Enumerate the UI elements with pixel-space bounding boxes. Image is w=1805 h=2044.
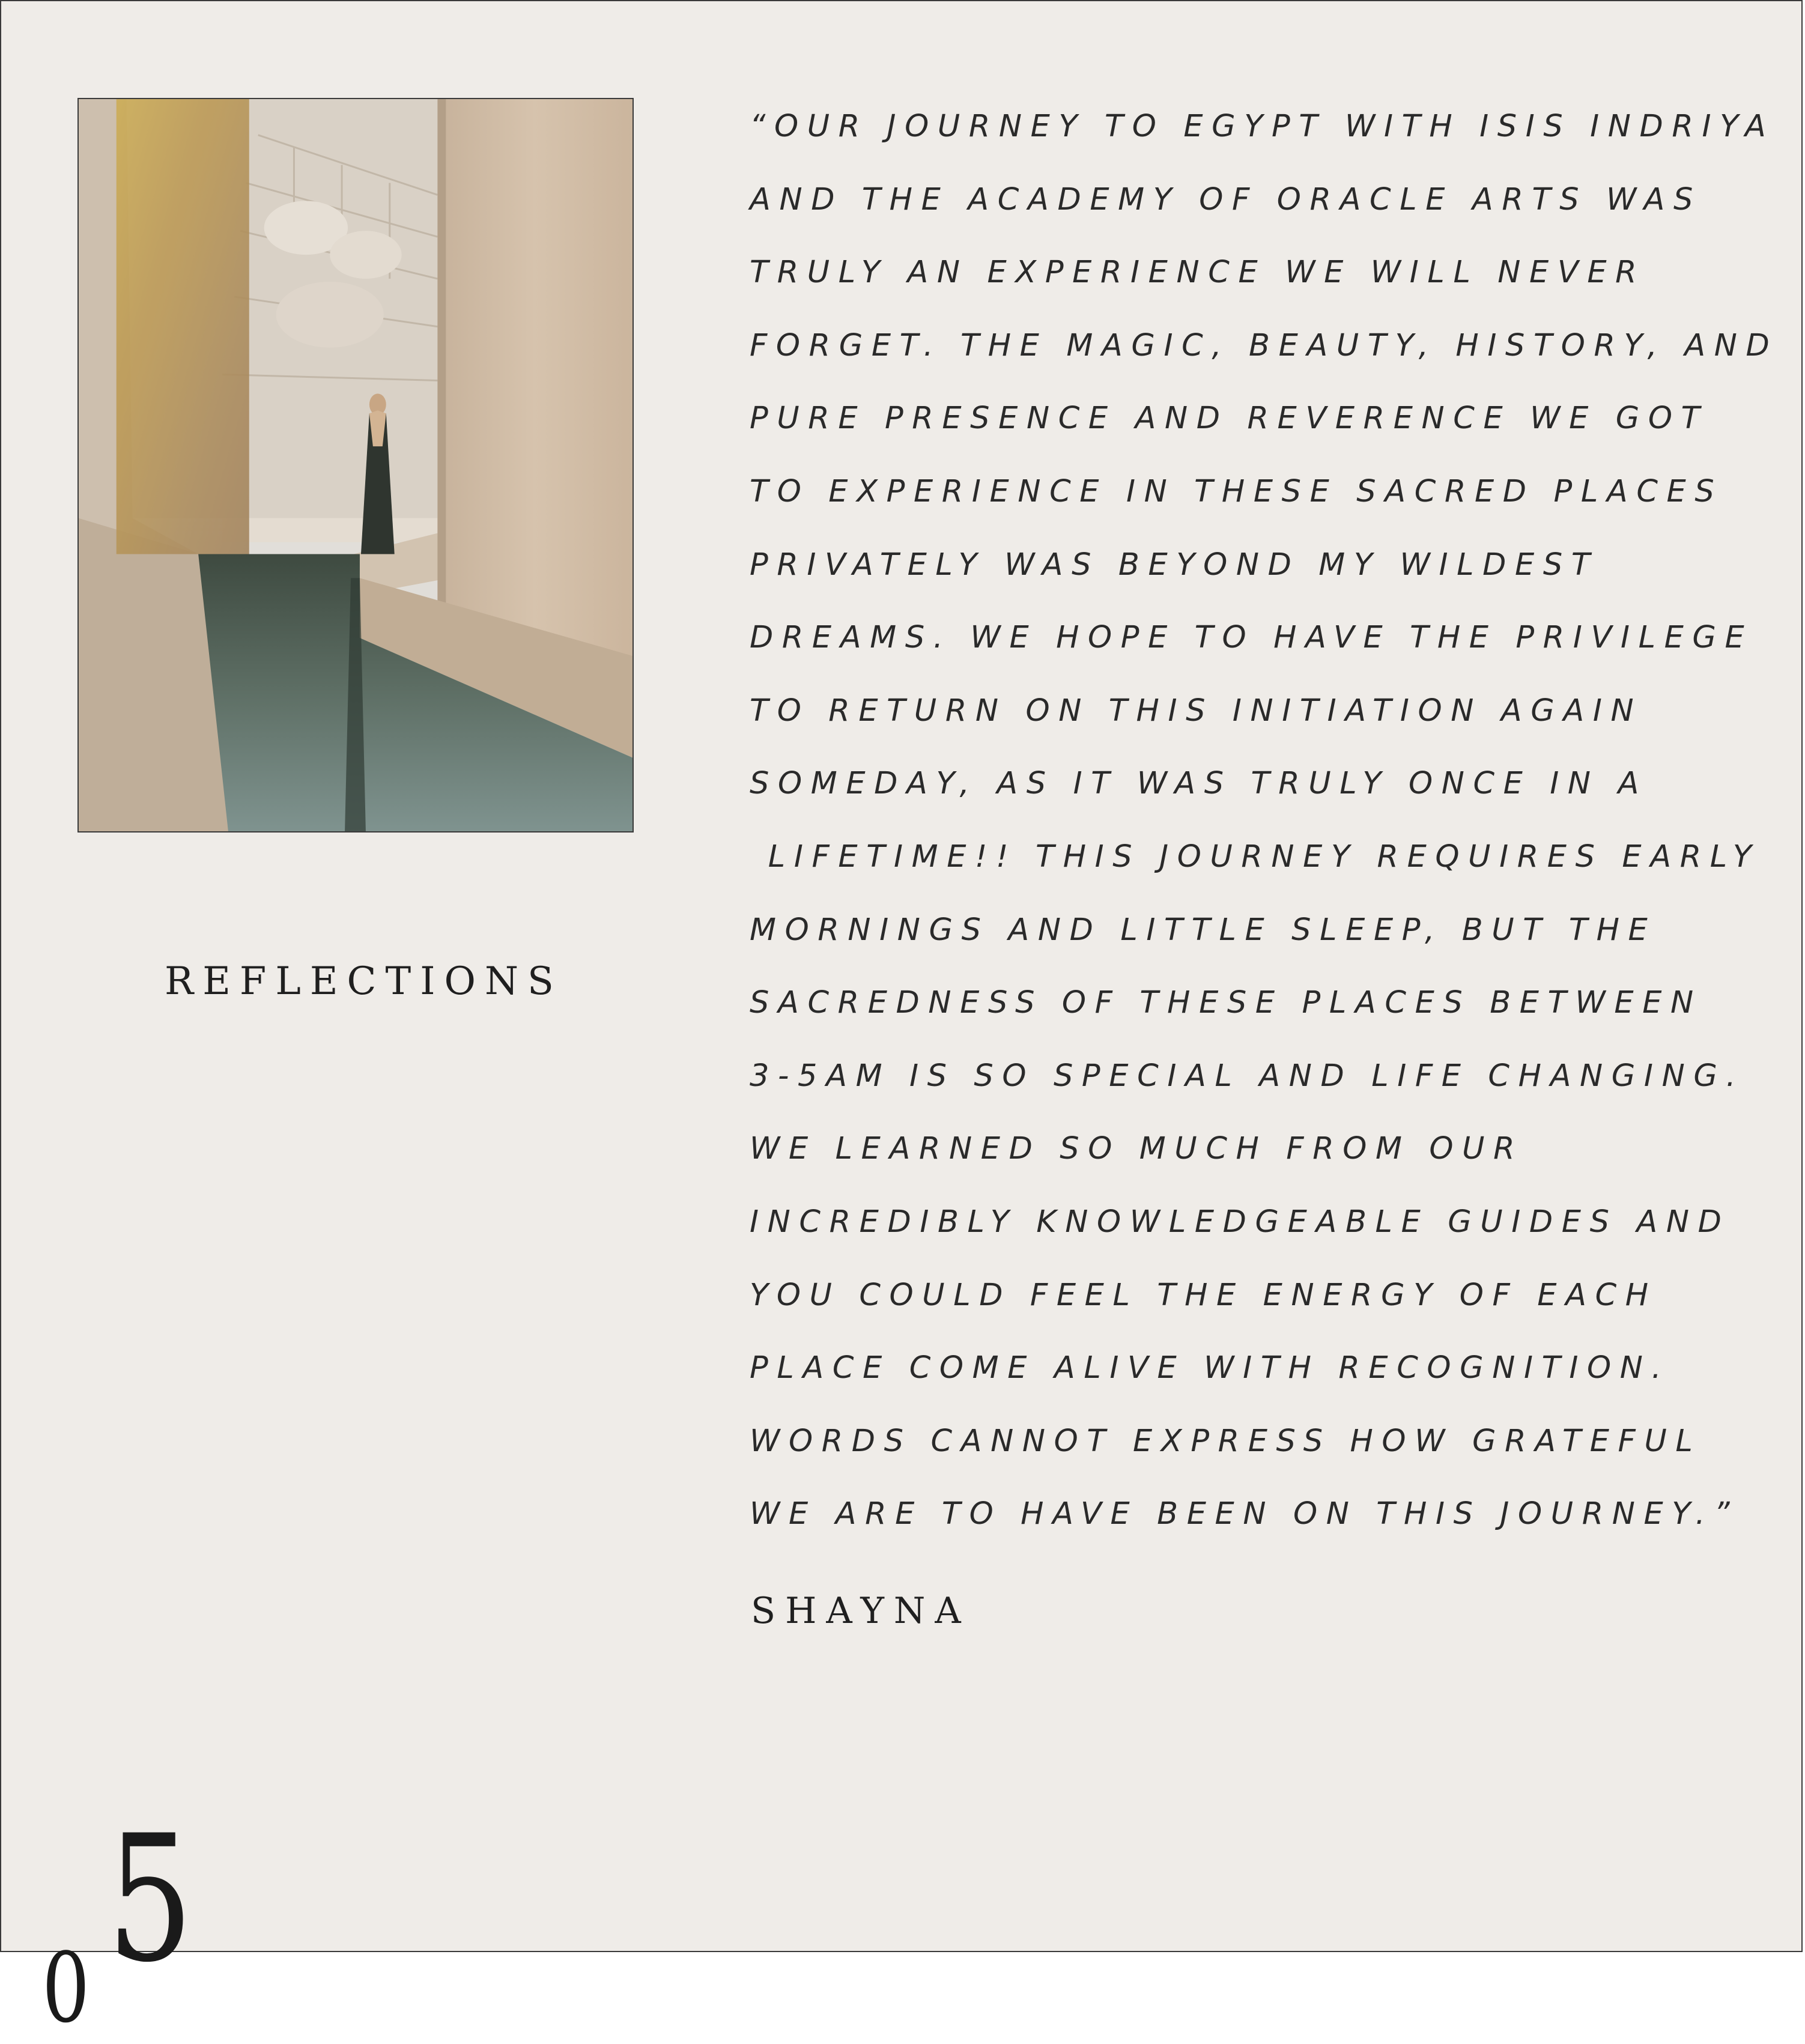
quote-line: FORGET. THE MAGIC, BEAUTY, HISTORY, AND [750, 327, 1779, 363]
quote-line: SOMEDAY, AS IT WAS TRULY ONCE IN A [750, 766, 1648, 802]
quote-line: MORNINGS AND LITTLE SLEEP, BUT THE [750, 912, 1657, 948]
page-number-tens: 0 [42, 1932, 90, 2044]
quote-line: DREAMS. WE HOPE TO HAVE THE PRIVILEGE [750, 620, 1753, 656]
quote-line: TO EXPERIENCE IN THESE SACRED PLACES [750, 473, 1723, 509]
quote-line: AND THE ACADEMY OF ORACLE ARTS WAS [750, 181, 1702, 217]
quote-line: PURE PRESENCE AND REVERENCE WE GOT [750, 401, 1709, 437]
quote-line: WE LEARNED SO MUCH FROM OUR [750, 1131, 1524, 1167]
quote-line: PRIVATELY WAS BEYOND MY WILDEST [750, 547, 1599, 583]
quote-line: LIFETIME!! THIS JOURNEY REQUIRES EARLY [750, 839, 1761, 875]
quote-line: “OUR JOURNEY TO EGYPT WITH ISIS INDRIYA [750, 109, 1775, 144]
quote-line: 3-5AM IS SO SPECIAL AND LIFE CHANGING. [750, 1058, 1745, 1094]
quote-line: WORDS CANNOT EXPRESS HOW GRATEFUL [750, 1423, 1702, 1459]
quote-line: WE ARE TO HAVE BEEN ON THIS JOURNEY.” [750, 1496, 1739, 1532]
quote-line: INCREDIBLY KNOWLEDGEABLE GUIDES AND [750, 1204, 1731, 1240]
temple-photo-illustration [79, 99, 633, 831]
page-number-ones: 5 [107, 1798, 193, 2001]
quote-line: TRULY AN EXPERIENCE WE WILL NEVER [750, 255, 1646, 291]
quote-line: SACREDNESS OF THESE PLACES BETWEEN [750, 985, 1702, 1021]
temple-photo [77, 98, 634, 832]
section-title: REFLECTIONS [165, 959, 563, 1004]
quote-line: YOU COULD FEEL THE ENERGY OF EACH [750, 1277, 1657, 1313]
quote-line: PLACE COME ALIVE WITH RECOGNITION. [750, 1350, 1670, 1386]
quote-author: SHAYNA [751, 1590, 971, 1632]
testimonial-quote [750, 90, 1783, 1551]
quote-line: TO RETURN ON THIS INITIATION AGAIN [750, 693, 1643, 729]
